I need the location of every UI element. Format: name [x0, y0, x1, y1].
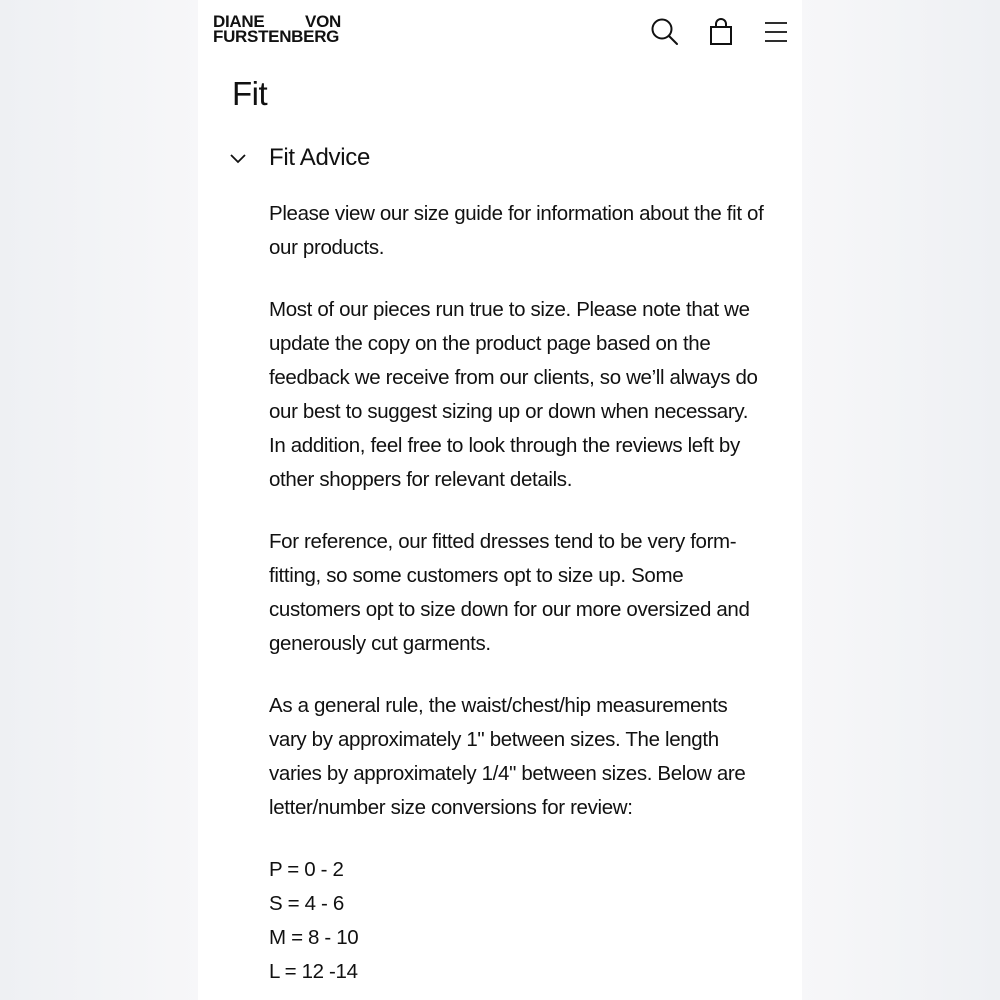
shopping-bag-button[interactable]	[705, 16, 737, 48]
chevron-down-icon	[228, 148, 248, 168]
fit-advice-accordion-toggle[interactable]	[228, 140, 748, 176]
fit-paragraph: For reference, our fitted dresses tend to be very form-fitting, so some customers opt to size up. Some customers opt to size down for our more oversized and generously cut garments.	[269, 530, 750, 655]
fit-paragraph: Most of our pieces run true to size. Please note that we update the copy on the product page based on the feedback we receive from our clients, so we’ll always do our best to suggest sizing up or down when necessary. In addition, feel free to look through the reviews left by other shoppers for relevant details.	[269, 298, 758, 491]
shopping-bag-icon	[705, 16, 737, 48]
size-conversion-item: L = 12 -14	[269, 960, 358, 983]
mobile-viewport	[198, 0, 802, 1000]
search-button[interactable]	[649, 16, 681, 48]
size-conversion-list	[269, 853, 769, 989]
menu-icon	[761, 16, 793, 48]
site-header	[198, 0, 802, 64]
size-conversion-item: P = 0 - 2	[269, 858, 344, 881]
logo-word-furstenberg: FURSTENBERG	[213, 27, 340, 46]
logo-word-von: VON	[305, 12, 341, 31]
brand-logo[interactable]	[213, 14, 343, 44]
fit-advice-content	[269, 197, 769, 989]
fit-paragraph: As a general rule, the waist/chest/hip measurements vary by approximately 1" between sizes. The length varies by approximately 1/4" between sizes. Below are letter/number size conversions for review:	[269, 694, 746, 819]
search-icon	[649, 16, 681, 48]
fit-paragraph: Please view our size guide for information about the fit of our products.	[269, 202, 764, 259]
size-conversion-item: M = 8 - 10	[269, 926, 359, 949]
logo-word-diane: DIANE	[213, 12, 265, 31]
menu-button[interactable]	[761, 16, 793, 48]
page-title: Fit	[232, 75, 268, 112]
accordion-label: Fit Advice	[269, 144, 371, 171]
size-conversion-item: S = 4 - 6	[269, 892, 344, 915]
